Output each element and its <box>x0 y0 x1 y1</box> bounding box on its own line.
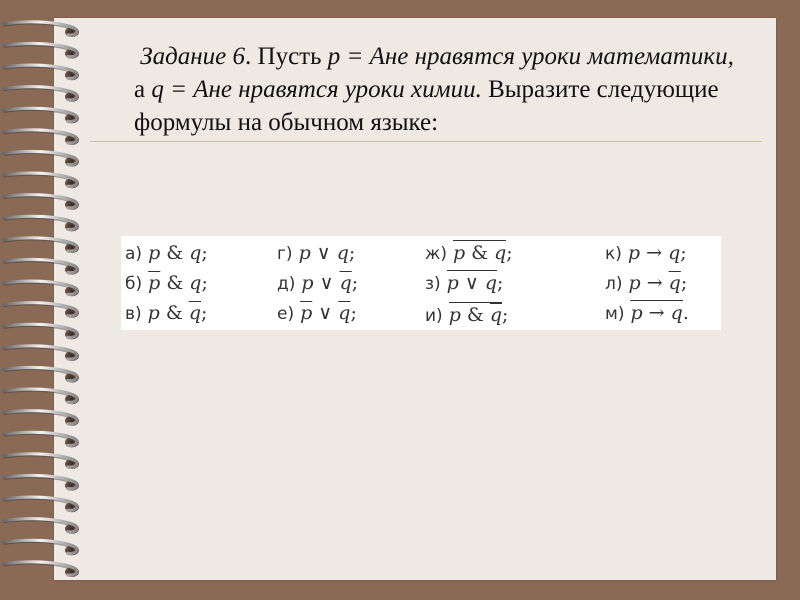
formula-d: д) p ∨ $\overline{q}$; <box>277 272 359 294</box>
formula-k: к) p → q; <box>605 242 687 264</box>
formula-e: е) $\overline{p}$ ∨ $\overline{q}$; <box>277 302 357 324</box>
formula-z: з) p ∨ q; <box>425 272 504 294</box>
p-definition: p = Ане нравятся уроки математики, <box>327 43 734 70</box>
formula-table <box>121 236 721 330</box>
formula-l: л) $p \to \overline{q}$; <box>605 272 688 294</box>
page-rule-line <box>90 141 762 142</box>
task-text <box>134 40 734 139</box>
task-label: Задание 6 <box>140 43 246 70</box>
formula-v: в) p & $\overline{q}$; <box>125 302 208 324</box>
task-text-3: Выразите следующие формулы на обычном языке: <box>134 76 719 136</box>
task-text-2: а <box>134 76 152 103</box>
spiral-binding-icon <box>0 0 110 600</box>
formula-b: б) $\overline{p}$ & q; <box>125 272 208 294</box>
formula-a: а) p & q; <box>125 242 208 264</box>
task-text-1: . Пусть <box>245 43 328 70</box>
q-definition: q = Ане нравятся уроки химии. <box>151 76 482 103</box>
formula-zh: ж) p & q; <box>425 242 513 264</box>
formula-m: м) p → q. <box>605 302 689 324</box>
formula-i: и) p & $\overline{q}$; <box>425 304 509 326</box>
formula-g: г) p ∨ q; <box>277 242 356 264</box>
